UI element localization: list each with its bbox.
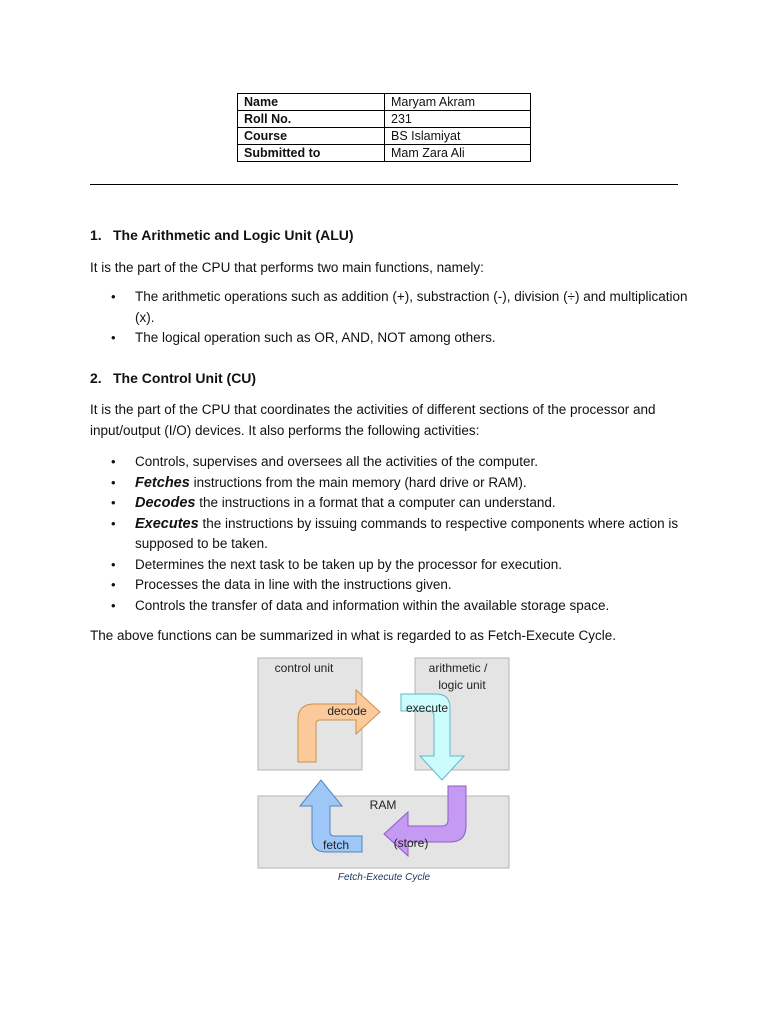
table-label: Roll No. xyxy=(238,111,385,128)
alu-label-line1: arithmetic / xyxy=(428,661,488,675)
list-item-text: the instructions by issuing commands to respective components where action is supposed to be taken. xyxy=(135,515,679,551)
list-item-text: The logical operation such as OR, AND, NOT among others. xyxy=(135,330,496,345)
list-item-emphasis: Fetches xyxy=(135,474,190,491)
section2-intro: It is the part of the CPU that coordinates the activities of different sections of the processor and input/output (I/O) devices. It also performs the following activities: xyxy=(90,402,656,438)
bullet-icon: • xyxy=(111,495,116,510)
section1-title: The Arithmetic and Logic Unit (ALU) xyxy=(113,227,354,243)
bullet-icon: • xyxy=(111,515,116,531)
table-row xyxy=(238,128,531,145)
list-item xyxy=(90,555,690,576)
list-item xyxy=(90,493,690,514)
fetch-execute-diagram xyxy=(256,656,512,870)
list-item-text: instructions from the main memory (hard drive or RAM). xyxy=(189,474,527,490)
list-item-text: the instructions in a format that a computer can understand. xyxy=(195,495,556,510)
decode-label: decode xyxy=(327,704,367,718)
bullet-icon: • xyxy=(111,454,116,469)
list-item xyxy=(90,328,690,349)
table-row xyxy=(238,111,531,128)
table-value: Maryam Akram xyxy=(385,94,531,111)
execute-label: execute xyxy=(405,701,449,715)
list-item-text: Processes the data in line with the instructions given. xyxy=(135,577,452,592)
list-item xyxy=(90,473,690,494)
section1-heading xyxy=(90,227,354,243)
ram-label: RAM xyxy=(369,798,397,812)
info-table xyxy=(237,93,531,162)
list-item-text: Controls the transfer of data and information within the available storage space. xyxy=(135,597,610,613)
bullet-icon: • xyxy=(111,289,116,304)
list-item xyxy=(90,287,690,328)
section2-bullet-list xyxy=(90,452,690,616)
bullet-icon: • xyxy=(111,556,116,572)
bullet-icon: • xyxy=(111,474,116,490)
section1-bullet-list xyxy=(90,287,690,349)
list-item-text: The arithmetic operations such as addition (+), substraction (-), division (÷) and multiplication (x). xyxy=(135,289,688,325)
list-item-text: Determines the next task to be taken up by the processor for execution. xyxy=(135,556,562,572)
list-item xyxy=(90,514,690,555)
section2-summary: The above functions can be summarized in what is regarded to as Fetch-Execute Cycle. xyxy=(90,628,617,643)
list-item-emphasis: Executes xyxy=(135,515,199,532)
section2-heading xyxy=(90,370,256,386)
section2-number: 2. xyxy=(90,370,102,386)
section1-number: 1. xyxy=(90,227,102,243)
diagram-caption: Fetch-Execute Cycle xyxy=(337,872,431,883)
table-value: 231 xyxy=(385,111,531,128)
table-row xyxy=(238,145,531,162)
table-label: Name xyxy=(238,94,385,111)
table-value: Mam Zara Ali xyxy=(385,145,531,162)
table-value: BS Islamiyat xyxy=(385,128,531,145)
list-item xyxy=(90,575,690,596)
bullet-icon: • xyxy=(111,330,116,345)
bullet-icon: • xyxy=(111,597,116,613)
list-item xyxy=(90,452,690,473)
store-label: (store) xyxy=(393,836,429,850)
list-item-text: Controls, supervises and oversees all the activities of the computer. xyxy=(135,454,538,469)
table-label: Submitted to xyxy=(238,145,385,162)
fetch-label: fetch xyxy=(322,838,350,852)
bullet-icon: • xyxy=(111,577,116,592)
alu-label-line2: logic unit xyxy=(438,678,486,692)
list-item-emphasis: Decodes xyxy=(135,495,196,511)
control-unit-label: control unit xyxy=(274,661,334,675)
section1-intro: It is the part of the CPU that performs two main functions, namely: xyxy=(90,260,484,275)
table-row xyxy=(238,94,531,111)
section2-title: The Control Unit (CU) xyxy=(113,370,257,386)
horizontal-divider xyxy=(90,184,678,185)
list-item xyxy=(90,596,690,617)
table-label: Course xyxy=(238,128,385,145)
